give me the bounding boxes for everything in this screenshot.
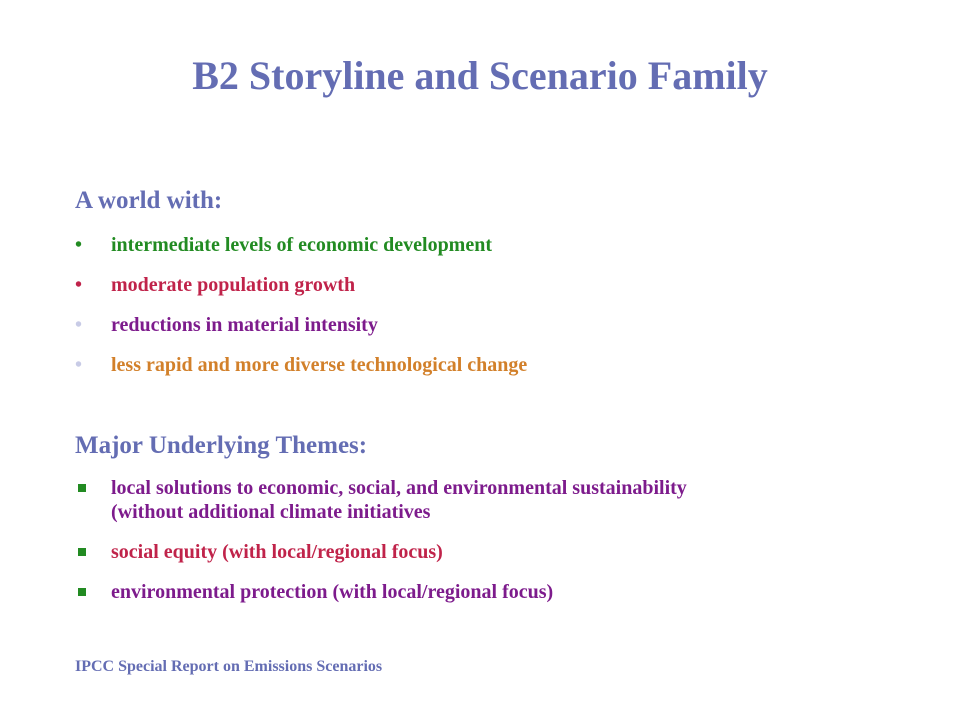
world-item-economic-development: [75, 233, 527, 273]
world-item-material-intensity: [75, 313, 527, 353]
world-item-text: moderate population growth: [111, 274, 356, 296]
square-bullet-icon: [78, 484, 86, 492]
world-item-technological-change: [75, 353, 527, 393]
themes-bullet-list: [75, 476, 751, 620]
theme-item-social-equity: [75, 540, 751, 564]
footer-source: IPCC Special Report on Emissions Scenarios: [75, 658, 383, 675]
theme-item-local-solutions: [75, 476, 751, 524]
bullet-dot-icon: •: [75, 314, 83, 336]
bullet-dot-icon: •: [75, 234, 83, 256]
square-bullet-icon: [78, 548, 86, 556]
theme-item-text: environmental protection (with local/regional focus): [111, 581, 554, 603]
world-bullet-list: [75, 233, 527, 393]
world-item-text: less rapid and more diverse technological change: [111, 354, 528, 376]
theme-item-text: social equity (with local/regional focus): [111, 541, 443, 563]
bullet-dot-icon: •: [75, 274, 83, 296]
theme-item-text: local solutions to economic, social, and environmental sustainability (without additional climate initiatives: [111, 477, 687, 523]
theme-item-environmental-protection: [75, 580, 751, 604]
world-item-population-growth: [75, 273, 527, 313]
world-item-text: intermediate levels of economic development: [111, 234, 493, 256]
square-bullet-icon: [78, 588, 86, 596]
themes-heading: Major Underlying Themes:: [75, 432, 368, 459]
bullet-dot-icon: •: [75, 354, 83, 376]
slide-title: B2 Storyline and Scenario Family: [192, 53, 768, 98]
world-heading: A world with:: [75, 187, 223, 214]
world-item-text: reductions in material intensity: [111, 314, 378, 336]
